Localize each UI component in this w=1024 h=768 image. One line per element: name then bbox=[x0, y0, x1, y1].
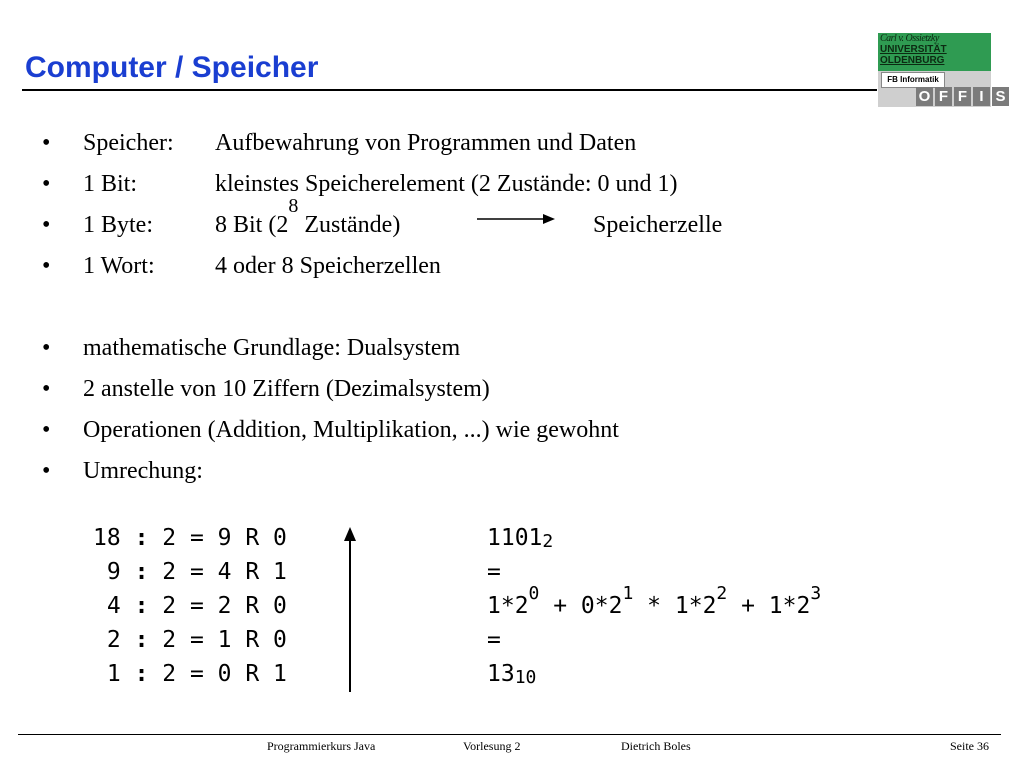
footer-lecture: Vorlesung 2 bbox=[463, 739, 521, 753]
offis-letter: F bbox=[935, 87, 952, 106]
offis-letter: O bbox=[916, 87, 933, 106]
bullet-icon: • bbox=[42, 171, 51, 197]
expansion-exponent: 2 bbox=[716, 583, 728, 604]
division-rest: 2 = 0 R 1 bbox=[148, 661, 287, 687]
expansion-exponent: 3 bbox=[810, 583, 822, 604]
up-arrow-icon bbox=[343, 527, 357, 692]
division-operator: : bbox=[134, 525, 149, 551]
bullet-definition bbox=[215, 195, 401, 240]
bullet-definition: Aufbewahrung von Programmen und Daten bbox=[215, 130, 637, 156]
decimal-value: 13 bbox=[487, 661, 515, 687]
division-operator: : bbox=[134, 661, 149, 687]
offis-logo bbox=[914, 87, 1009, 106]
bullet-text: Umrechung: bbox=[83, 458, 203, 484]
power-expansion bbox=[487, 583, 822, 623]
expansion-term: * 1*2 bbox=[633, 593, 717, 619]
expansion-term: + 0*2 bbox=[539, 593, 623, 619]
division-rest: 2 = 2 R 0 bbox=[148, 593, 287, 619]
division-operator: : bbox=[134, 559, 149, 585]
bullet-icon: • bbox=[42, 458, 51, 484]
division-row bbox=[93, 521, 343, 555]
university-logo bbox=[878, 33, 1006, 107]
dividend: 1 bbox=[93, 661, 121, 687]
decimal-base: 10 bbox=[514, 667, 537, 688]
arrow-target-label: Speicherzelle bbox=[593, 212, 723, 238]
bullet-icon: • bbox=[42, 376, 51, 402]
logo-green-panel bbox=[878, 33, 991, 71]
logo-university-line-1: UNIVERSITÄT bbox=[880, 44, 947, 55]
division-rest: 2 = 4 R 1 bbox=[148, 559, 287, 585]
logo-university-line-2: OLDENBURG bbox=[880, 55, 945, 66]
footer-divider bbox=[18, 734, 1001, 735]
equals-sign: = bbox=[487, 559, 501, 585]
bullet-text: Operationen (Addition, Multiplikation, ...) wie gewohnt bbox=[83, 417, 619, 443]
bullet-definition: 4 oder 8 Speicherzellen bbox=[215, 253, 441, 279]
logo-gray-panel bbox=[878, 71, 1006, 107]
logo-signature: Carl v. Ossietzky bbox=[880, 33, 939, 44]
bullet-term: 1 Wort: bbox=[83, 253, 155, 279]
definition-exponent: 8 bbox=[288, 195, 299, 217]
bullet-term: 1 Byte: bbox=[83, 212, 153, 238]
bullet-icon: • bbox=[42, 212, 51, 238]
division-operator: : bbox=[134, 593, 149, 619]
title-divider bbox=[22, 89, 877, 91]
equals-sign: = bbox=[487, 627, 501, 653]
footer-course: Programmierkurs Java bbox=[267, 739, 376, 753]
dividend: 9 bbox=[93, 559, 121, 585]
expansion-exponent: 1 bbox=[622, 583, 634, 604]
offis-letter: F bbox=[954, 87, 971, 106]
logo-department: FB Informatik bbox=[881, 72, 945, 88]
dividend: 18 bbox=[93, 525, 121, 551]
bullet-definition: kleinstes Speicherelement (2 Zustände: 0 und 1) bbox=[215, 171, 678, 197]
bullet-term: Speicher: bbox=[83, 130, 174, 156]
division-rest: 2 = 9 R 0 bbox=[148, 525, 287, 551]
right-arrow-icon bbox=[477, 211, 557, 227]
bullet-icon: • bbox=[42, 335, 51, 361]
bullet-icon: • bbox=[42, 130, 51, 156]
bullet-text: mathematische Grundlage: Dualsystem bbox=[83, 335, 461, 361]
offis-letter: I bbox=[973, 87, 990, 106]
division-operator: : bbox=[134, 627, 149, 653]
bullet-text: 2 anstelle von 10 Ziffern (Dezimalsystem) bbox=[83, 376, 490, 402]
bullet-term: 1 Bit: bbox=[83, 171, 138, 197]
definition-base: 8 Bit (2 bbox=[215, 212, 289, 238]
page-title: Computer / Speicher bbox=[25, 51, 319, 84]
division-row bbox=[93, 555, 343, 589]
offis-letter: S bbox=[992, 87, 1009, 106]
dividend: 2 bbox=[93, 627, 121, 653]
bullet-icon: • bbox=[42, 253, 51, 279]
division-row bbox=[93, 657, 343, 691]
expansion-term: + 1*2 bbox=[727, 593, 811, 619]
definition-rest: Zustände) bbox=[298, 212, 401, 238]
binary-base: 2 bbox=[542, 531, 554, 552]
division-row bbox=[93, 589, 343, 623]
footer-author: Dietrich Boles bbox=[621, 739, 691, 753]
bullet-icon: • bbox=[42, 417, 51, 443]
division-rest: 2 = 1 R 0 bbox=[148, 627, 287, 653]
expansion-term: 1*2 bbox=[487, 593, 529, 619]
division-row bbox=[93, 623, 343, 657]
dividend: 4 bbox=[93, 593, 121, 619]
footer-page-number: Seite 36 bbox=[950, 739, 989, 753]
binary-number bbox=[487, 521, 553, 555]
expansion-exponent: 0 bbox=[528, 583, 540, 604]
binary-value: 1101 bbox=[487, 525, 543, 551]
decimal-number bbox=[487, 657, 536, 691]
